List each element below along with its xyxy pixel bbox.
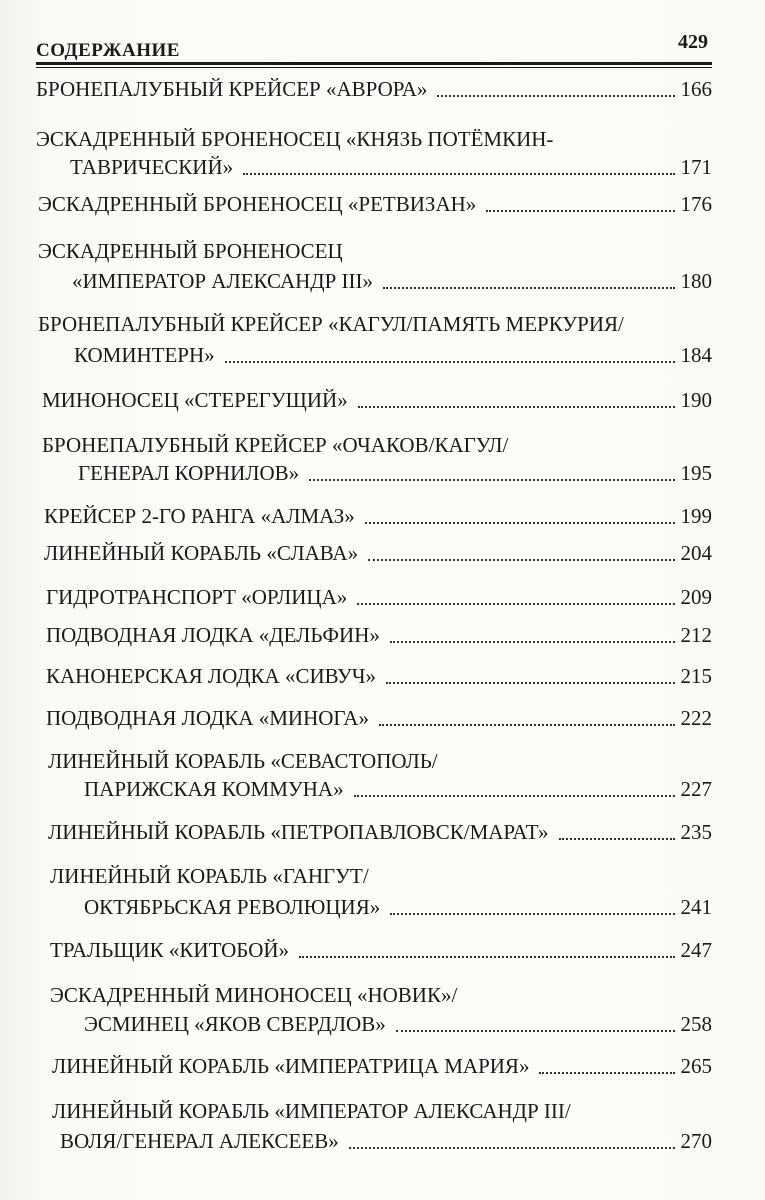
toc-entry-title: ЭСМИНЕЦ «ЯКОВ СВЕРДЛОВ» [84, 1012, 386, 1036]
toc-entry-title: ПОДВОДНАЯ ЛОДКА «МИНОГА» [46, 706, 369, 730]
toc-entry-title: ГИДРОТРАНСПОРТ «ОРЛИЦА» [46, 585, 348, 609]
dot-leader [390, 913, 674, 915]
toc-entry-page: 190 [680, 388, 712, 412]
toc-entry-page: 195 [680, 461, 712, 485]
toc-entry-page: 227 [680, 777, 712, 801]
toc-entry-page: 176 [680, 192, 712, 216]
toc-entry-line [46, 705, 712, 731]
toc-entry-line [44, 540, 712, 566]
dot-leader [383, 287, 674, 289]
toc-entry-line [46, 622, 712, 648]
toc-entry-title: ЭСКАДРЕННЫЙ БРОНЕНОСЕЦ [38, 239, 343, 263]
dot-leader [386, 682, 675, 684]
toc-entry-line-wrapped [50, 863, 712, 889]
toc-entry-title: ЛИНЕЙНЫЙ КОРАБЛЬ «СЕВАСТОПОЛЬ/ [48, 749, 438, 773]
toc-entry-title: ЭСКАДРЕННЫЙ БРОНЕНОСЕЦ «РЕТВИЗАН» [38, 192, 477, 216]
toc-entry-title: ЛИНЕЙНЫЙ КОРАБЛЬ «ИМПЕРАТОР АЛЕКСАНДР III/ [52, 1099, 571, 1123]
toc-entry-page: 235 [680, 820, 712, 844]
toc-entry-title: КРЕЙСЕР 2-ГО РАНГА «АЛМАЗ» [44, 504, 355, 528]
toc-entry-line [48, 819, 712, 845]
toc-entry-line [72, 268, 712, 294]
toc-entry-page: 171 [680, 155, 712, 179]
dot-leader [437, 95, 674, 97]
dot-leader [368, 559, 674, 561]
dot-leader [539, 1072, 674, 1074]
toc-entry-title: ЭСКАДРЕННЫЙ БРОНЕНОСЕЦ «КНЯЗЬ ПОТЁМКИН- [36, 127, 554, 151]
dot-leader [299, 956, 674, 958]
dot-leader [357, 603, 674, 605]
toc-entry-title: ПАРИЖСКАЯ КОММУНА» [84, 777, 344, 801]
toc-entry-line-wrapped [38, 311, 712, 337]
toc-entry-title: ГЕНЕРАЛ КОРНИЛОВ» [78, 461, 300, 485]
toc-entry-title: ОКТЯБРЬСКАЯ РЕВОЛЮЦИЯ» [84, 895, 381, 919]
toc-entry-title: ТРАЛЬЩИК «КИТОБОЙ» [50, 938, 290, 962]
toc-entry-page: 265 [680, 1054, 712, 1078]
page-number: 429 [678, 31, 708, 53]
dot-leader [390, 641, 675, 643]
toc-entry-page: 222 [680, 706, 712, 730]
toc-entry-line-wrapped [52, 1098, 712, 1124]
toc-entry-page: 258 [680, 1012, 712, 1036]
dot-leader [379, 724, 675, 726]
dot-leader [396, 1030, 675, 1032]
page-title: СОДЕРЖАНИЕ [36, 40, 180, 61]
toc-entry-line [52, 1053, 712, 1079]
toc-entry-title: БРОНЕПАЛУБНЫЙ КРЕЙСЕР «КАГУЛ/ПАМЯТЬ МЕРКУРИЯ/ [38, 312, 624, 336]
toc-entry-line [46, 584, 712, 610]
toc-entry-line [60, 1128, 712, 1154]
toc-entry-title: «ИМПЕРАТОР АЛЕКСАНДР III» [72, 269, 374, 293]
toc-entry-title: ТАВРИЧЕСКИЙ» [70, 155, 234, 179]
toc-entry-title: ЛИНЕЙНЫЙ КОРАБЛЬ «СЛАВА» [44, 541, 359, 565]
toc-entry-title: ПОДВОДНАЯ ЛОДКА «ДЕЛЬФИН» [46, 623, 380, 647]
toc-entry-line [50, 937, 712, 963]
toc-entry-page: 247 [680, 938, 712, 962]
toc-entry-title: БРОНЕПАЛУБНЫЙ КРЕЙСЕР «АВРОРА» [36, 77, 428, 101]
toc-entry-line [84, 894, 712, 920]
toc-entry-line [84, 1011, 712, 1037]
toc-entry-line-wrapped [48, 748, 712, 774]
toc-entry-line [42, 387, 712, 413]
toc-entry-page: 241 [680, 895, 712, 919]
toc-entry-line [36, 76, 712, 102]
toc-entry-line [38, 191, 712, 217]
toc-entry-line [74, 342, 712, 368]
dot-leader [365, 522, 675, 524]
toc-entry-page: 270 [680, 1129, 712, 1153]
toc-entry-title: ЛИНЕЙНЫЙ КОРАБЛЬ «ИМПЕРАТРИЦА МАРИЯ» [52, 1054, 530, 1078]
toc-entry-page: 166 [680, 77, 712, 101]
toc-entry-title: БРОНЕПАЛУБНЫЙ КРЕЙСЕР «ОЧАКОВ/КАГУЛ/ [42, 433, 509, 457]
toc-entry-title: МИНОНОСЕЦ «СТЕРЕГУЩИЙ» [42, 388, 348, 412]
toc-entry-page: 204 [680, 541, 712, 565]
toc-entry-title: КАНОНЕРСКАЯ ЛОДКА «СИВУЧ» [46, 664, 376, 688]
toc-entry-title: ЛИНЕЙНЫЙ КОРАБЛЬ «ГАНГУТ/ [50, 864, 369, 888]
toc-entry-line [78, 460, 712, 486]
toc-entry-line [70, 154, 712, 180]
toc-entry-line-wrapped [38, 238, 712, 264]
dot-leader [486, 210, 674, 212]
dot-leader [349, 1147, 675, 1149]
dot-leader [309, 479, 674, 481]
toc-entry-line-wrapped [36, 126, 712, 152]
toc-entry-line [46, 663, 712, 689]
toc-entry-line-wrapped [42, 432, 712, 458]
toc-entry-page: 180 [680, 269, 712, 293]
dot-leader [354, 795, 675, 797]
dot-leader [358, 406, 675, 408]
toc-entry-line-wrapped [50, 982, 712, 1008]
toc-entry-page: 212 [680, 623, 712, 647]
dot-leader [243, 173, 674, 175]
toc-entry-line [44, 503, 712, 529]
toc-entry-line [84, 776, 712, 802]
toc-entry-title: ЭСКАДРЕННЫЙ МИНОНОСЕЦ «НОВИК»/ [50, 983, 458, 1007]
toc-entry-page: 184 [680, 343, 712, 367]
toc-entry-title: ЛИНЕЙНЫЙ КОРАБЛЬ «ПЕТРОПАВЛОВСК/МАРАТ» [48, 820, 549, 844]
dot-leader [225, 361, 675, 363]
toc-entry-page: 209 [680, 585, 712, 609]
toc-entry-page: 215 [680, 664, 712, 688]
dot-leader [559, 838, 675, 840]
toc-entry-title: КОМИНТЕРН» [74, 343, 215, 367]
toc-entry-title: ВОЛЯ/ГЕНЕРАЛ АЛЕКСЕЕВ» [60, 1129, 339, 1153]
toc-entry-page: 199 [680, 504, 712, 528]
